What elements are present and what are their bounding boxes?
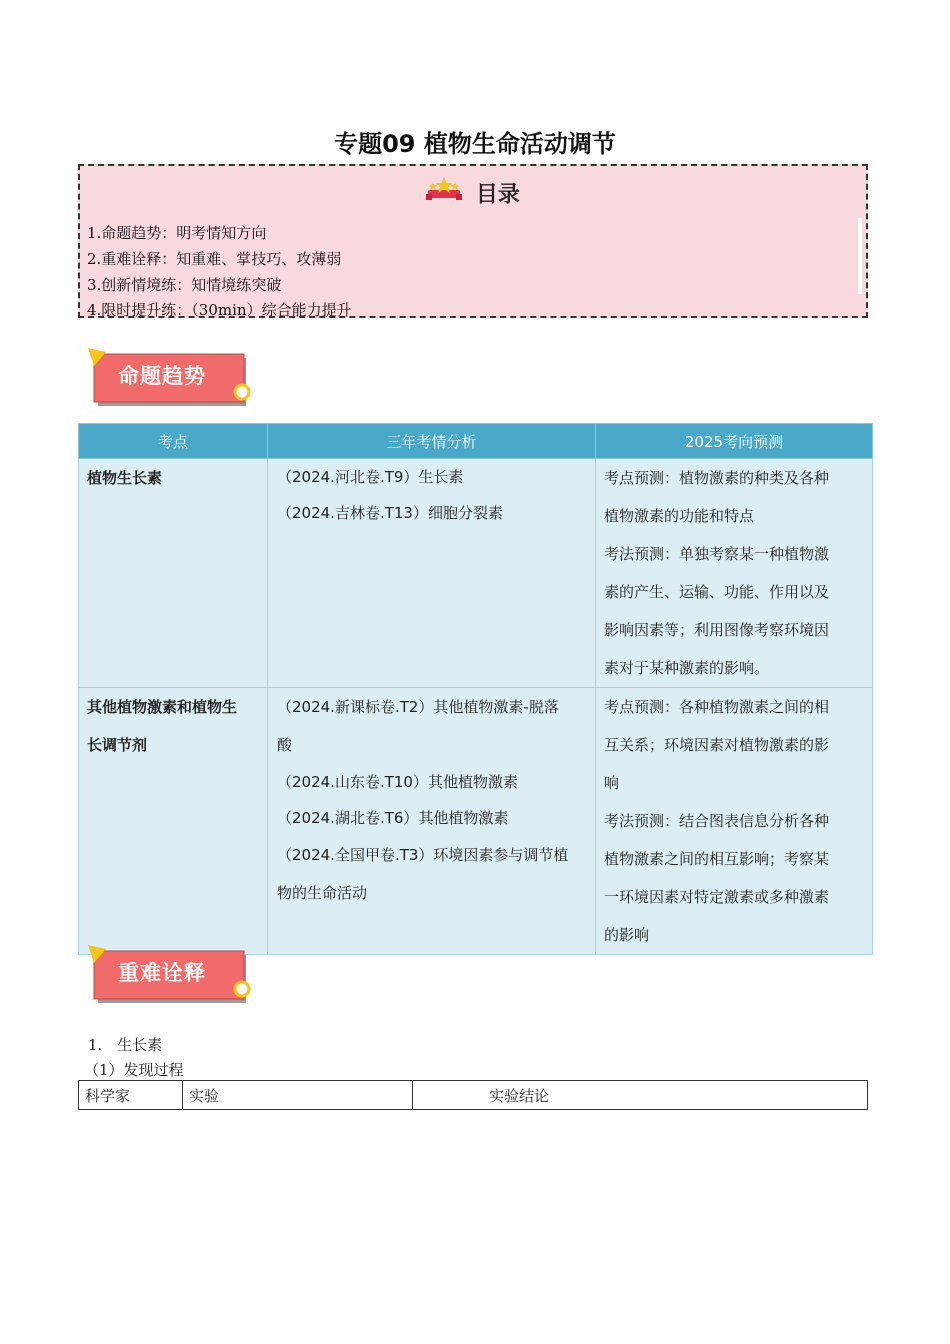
topic-text: 植物生长素 — [87, 469, 163, 487]
trend-table — [78, 423, 873, 955]
header-experiment: 实验 — [183, 1081, 413, 1110]
toc-header — [80, 176, 866, 210]
prediction-line: 考法预测：单独考察某一种植物激 — [604, 545, 830, 563]
prediction-line: 考点预测：各种植物激素之间的相 — [604, 698, 830, 716]
analysis-line: （2024.河北卷.T9）生长素 — [277, 468, 464, 486]
prediction-line: 植物激素之间的相互影响；考察某 — [604, 850, 830, 868]
topic-text: 长调节剂 — [87, 736, 148, 754]
table-row — [79, 688, 873, 955]
section-title-key-points: 重难诠释 — [118, 961, 206, 985]
header-conclusion: 实验结论 — [413, 1081, 868, 1110]
analysis-line: 酸 — [277, 736, 293, 754]
analysis-cell — [268, 459, 596, 688]
header-prediction: 2025考向预测 — [596, 424, 873, 459]
header-topic: 考点 — [79, 424, 268, 459]
header-analysis: 三年考情分析 — [268, 424, 596, 459]
prediction-line: 互关系；环境因素对植物激素的影 — [604, 736, 830, 754]
prediction-line: 考点预测：植物激素的种类及各种 — [604, 469, 830, 487]
toc-divider — [858, 218, 862, 294]
discovery-table — [78, 1080, 868, 1110]
analysis-line: （2024.全国甲卷.T3）环境因素参与调节植 — [277, 846, 569, 864]
sub-item-discovery: （1）发现过程 — [84, 1061, 184, 1079]
list-item-growth-hormone: 1. 生长素 — [88, 1036, 163, 1054]
prediction-line: 影响因素等；利用图像考察环境因 — [604, 621, 830, 639]
page-title: 专题09 植物生命活动调节 — [334, 130, 616, 158]
prediction-cell — [596, 459, 873, 688]
prediction-line: 素的产生、运输、功能、作用以及 — [604, 583, 830, 601]
analysis-line: （2024.吉林卷.T13）细胞分裂素 — [277, 504, 503, 522]
analysis-line: （2024.湖北卷.T6）其他植物激素 — [277, 809, 509, 827]
toc-box — [78, 164, 868, 318]
prediction-cell — [596, 688, 873, 955]
trend-table-header-row — [79, 424, 873, 459]
prediction-line: 响 — [604, 774, 620, 792]
topic-text: 其他植物激素和植物生 — [87, 698, 238, 716]
analysis-line: （2024.山东卷.T10）其他植物激素 — [277, 773, 518, 791]
prediction-line: 植物激素的功能和特点 — [604, 507, 755, 525]
prediction-line: 的影响 — [604, 926, 650, 944]
toc-item-4[interactable]: 4.限时提升练：（30min）综合能力提升 — [87, 301, 352, 319]
analysis-line: 物的生命活动 — [277, 884, 368, 902]
prediction-line: 素对于某种激素的影响。 — [604, 659, 770, 677]
table-row — [79, 459, 873, 688]
analysis-line: （2024.新课标卷.T2）其他植物激素-脱落 — [277, 698, 559, 716]
prediction-line: 考法预测：结合图表信息分析各种 — [604, 812, 830, 830]
toc-item-2[interactable]: 2.重难诠释：知重难、掌技巧、攻薄弱 — [87, 250, 342, 268]
prediction-line: 一环境因素对特定激素或多种激素 — [604, 888, 830, 906]
analysis-cell — [268, 688, 596, 955]
section-ribbon-key-points — [88, 945, 258, 1009]
topic-cell — [79, 688, 268, 955]
topic-cell — [79, 459, 268, 688]
header-scientist: 科学家 — [79, 1081, 183, 1110]
toc-item-1[interactable]: 1.命题趋势：明考情知方向 — [87, 224, 267, 242]
section-title-trend: 命题趋势 — [118, 364, 206, 388]
crown-icon — [426, 176, 462, 210]
discovery-table-header-row — [79, 1081, 868, 1110]
toc-heading: 目录 — [475, 182, 520, 208]
section-ribbon-trend — [88, 348, 258, 412]
toc-item-3[interactable]: 3.创新情境练：知情境练突破 — [87, 276, 282, 294]
